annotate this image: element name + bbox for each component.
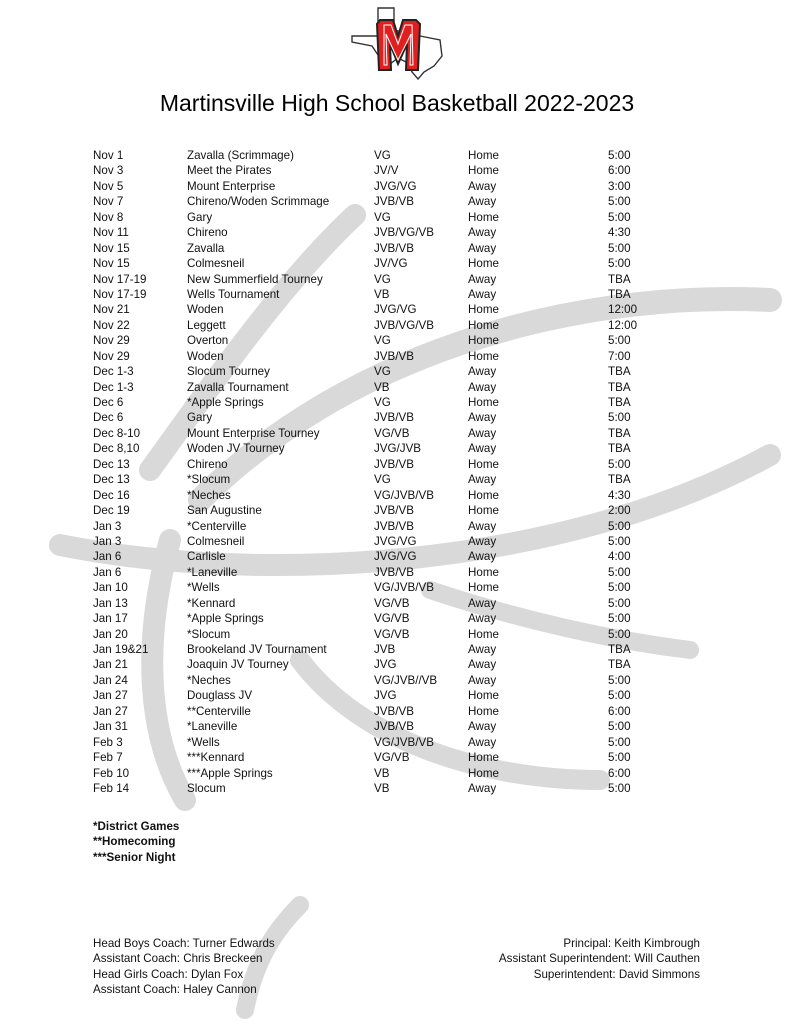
game-location: Away xyxy=(468,735,497,749)
legend-item: **Homecoming xyxy=(93,835,176,849)
game-location: Away xyxy=(468,226,497,240)
game-opponent: ***Apple Springs xyxy=(187,766,273,780)
game-date: Dec 6 xyxy=(93,396,124,409)
game-time: 5:00 xyxy=(608,257,631,271)
game-time: 6:00 xyxy=(608,766,631,780)
game-teams: VG/JVB/VB xyxy=(374,735,434,749)
game-date: Dec 8-10 xyxy=(93,426,141,440)
game-opponent: Gary xyxy=(187,411,213,425)
game-opponent: *Slocum xyxy=(187,627,231,641)
admin-name: Assistant Superintendent: Will Cauthen xyxy=(498,952,700,966)
game-date: Dec 1-3 xyxy=(93,365,134,379)
game-time: TBA xyxy=(608,272,631,286)
game-teams: VG xyxy=(374,149,391,162)
admin-name: Principal: Keith Kimbrough xyxy=(563,937,700,950)
game-opponent: Slocum Tourney xyxy=(187,365,270,379)
game-time: 5:00 xyxy=(608,334,631,348)
game-opponent: Mount Enterprise xyxy=(187,179,276,193)
game-location: Away xyxy=(468,534,497,548)
game-time: 5:00 xyxy=(608,751,631,765)
table-row xyxy=(93,426,713,441)
game-teams: VG xyxy=(374,210,391,224)
game-location: Away xyxy=(468,380,497,394)
game-time: 5:00 xyxy=(608,195,631,209)
table-row xyxy=(93,210,713,225)
game-time: 5:00 xyxy=(608,720,631,734)
table-row xyxy=(93,781,713,796)
game-teams: VG xyxy=(374,473,391,487)
game-date: Dec 13 xyxy=(93,473,130,487)
game-time: 5:00 xyxy=(608,411,631,425)
coaching-staff xyxy=(93,936,275,998)
game-teams: VB xyxy=(374,287,390,301)
game-opponent: *Wells xyxy=(187,735,220,749)
game-location: Away xyxy=(468,720,497,734)
game-teams: JV/VG xyxy=(374,257,408,271)
table-row xyxy=(93,766,713,781)
game-teams: JVB/VG/VB xyxy=(374,226,434,240)
game-opponent: *Neches xyxy=(187,673,231,687)
game-location: Home xyxy=(468,257,499,271)
table-row xyxy=(93,719,713,734)
game-time: 6:00 xyxy=(608,704,631,718)
game-opponent: Colmesneil xyxy=(187,257,245,271)
page-title: Martinsville High School Basketball 2022-2023 xyxy=(159,90,635,116)
game-opponent: Leggett xyxy=(187,318,226,332)
game-teams: JVG/VG xyxy=(374,550,417,564)
game-teams: VG xyxy=(374,272,391,286)
game-location: Home xyxy=(468,318,499,332)
coach-name: Assistant Coach: Haley Cannon xyxy=(93,983,257,997)
game-time: 4:00 xyxy=(608,550,631,564)
table-row xyxy=(93,611,713,626)
game-teams: JVG/VG xyxy=(374,179,417,193)
game-time: 5:00 xyxy=(608,689,631,703)
game-date: Jan 31 xyxy=(93,720,128,734)
table-row xyxy=(93,395,713,410)
game-date: Nov 17-19 xyxy=(93,272,147,286)
game-time: 5:00 xyxy=(608,241,631,255)
table-row xyxy=(93,642,713,657)
table-row xyxy=(93,302,713,317)
game-opponent: ***Kennard xyxy=(187,751,245,765)
game-teams: JVB/VB xyxy=(374,241,414,255)
game-teams: JVG/JVB xyxy=(374,442,422,456)
game-teams: JVB/VB xyxy=(374,457,414,471)
game-opponent: Chireno xyxy=(187,226,228,240)
game-teams: JVB/VB xyxy=(374,704,414,718)
schedule-table xyxy=(93,148,713,796)
game-date: Jan 3 xyxy=(93,534,122,548)
table-row xyxy=(93,657,713,672)
game-opponent: *Kennard xyxy=(187,596,236,610)
game-location: Away xyxy=(468,658,497,672)
game-teams: VG/VB xyxy=(374,612,410,626)
game-time: TBA xyxy=(608,643,631,656)
game-teams: JVG xyxy=(374,658,397,672)
table-row xyxy=(93,333,713,348)
game-opponent: *Centerville xyxy=(187,519,247,533)
game-time: 7:00 xyxy=(608,349,631,363)
game-time: 6:00 xyxy=(608,164,631,178)
game-teams: JV/V xyxy=(374,164,399,178)
game-time: 5:00 xyxy=(608,596,631,610)
coach-name: Assistant Coach: Chris Breckeen xyxy=(93,952,263,966)
game-location: Away xyxy=(468,596,497,610)
game-teams: JVG/VG xyxy=(374,303,417,317)
game-teams: VB xyxy=(374,766,390,780)
game-teams: VG/JVB//VB xyxy=(374,673,438,687)
game-location: Away xyxy=(468,195,497,209)
game-opponent: Slocum xyxy=(187,781,226,795)
game-date: Dec 6 xyxy=(93,411,124,425)
table-row xyxy=(93,596,713,611)
game-time: 5:00 xyxy=(608,581,631,595)
game-location: Away xyxy=(468,550,497,564)
admin-name: Superintendent: David Simmons xyxy=(533,967,700,981)
table-row xyxy=(93,488,713,503)
table-row xyxy=(93,534,713,549)
game-location: Away xyxy=(468,519,497,533)
game-time: 5:00 xyxy=(608,627,631,641)
game-opponent: Mount Enterprise Tourney xyxy=(187,426,320,440)
game-opponent: Chireno xyxy=(187,457,228,471)
game-location: Home xyxy=(468,581,499,595)
game-time: TBA xyxy=(608,658,631,672)
game-date: Dec 8,10 xyxy=(93,442,140,456)
game-teams: VG xyxy=(374,365,391,379)
game-location: Home xyxy=(468,334,499,348)
game-opponent: Woden xyxy=(187,303,224,317)
game-teams: JVB/VB xyxy=(374,720,414,734)
game-location: Home xyxy=(468,164,499,178)
game-opponent: Colmesneil xyxy=(187,534,245,548)
game-opponent: *Laneville xyxy=(187,565,238,579)
game-opponent: Zavalla Tournament xyxy=(187,380,289,394)
game-location: Away xyxy=(468,442,497,456)
game-time: 4:30 xyxy=(608,226,631,240)
game-opponent: *Apple Springs xyxy=(187,612,264,626)
game-date: Jan 19&21 xyxy=(93,643,149,656)
game-date: Jan 3 xyxy=(93,519,122,533)
game-time: TBA xyxy=(608,380,631,394)
game-teams: VG/JVB/VB xyxy=(374,581,434,595)
game-date: Nov 29 xyxy=(93,349,130,363)
game-location: Home xyxy=(468,210,499,224)
game-date: Nov 7 xyxy=(93,195,124,209)
game-teams: JVB/VB xyxy=(374,411,414,425)
game-teams: VG/JVB/VB xyxy=(374,488,434,502)
game-location: Home xyxy=(468,689,499,703)
game-time: TBA xyxy=(608,473,631,487)
table-row xyxy=(93,349,713,364)
game-date: Nov 3 xyxy=(93,164,124,178)
game-date: Jan 24 xyxy=(93,673,128,687)
game-location: Home xyxy=(468,627,499,641)
game-date: Feb 3 xyxy=(93,735,123,749)
game-date: Jan 6 xyxy=(93,550,122,564)
game-location: Home xyxy=(468,303,499,317)
game-opponent: Gary xyxy=(187,210,213,224)
game-date: Nov 29 xyxy=(93,334,130,348)
game-teams: JVB/VB xyxy=(374,504,414,518)
game-time: 5:00 xyxy=(608,457,631,471)
game-location: Away xyxy=(468,643,497,656)
game-time: TBA xyxy=(608,365,631,379)
game-opponent: **Centerville xyxy=(187,704,251,718)
game-date: Jan 27 xyxy=(93,689,128,703)
game-opponent: Joaquin JV Tourney xyxy=(187,658,289,672)
game-teams: JVB/VB xyxy=(374,565,414,579)
game-location: Home xyxy=(468,396,499,409)
game-opponent: Douglass JV xyxy=(187,689,253,703)
game-time: 3:00 xyxy=(608,179,631,193)
game-teams: VG/VB xyxy=(374,426,410,440)
game-location: Home xyxy=(468,349,499,363)
game-date: Dec 19 xyxy=(93,504,130,518)
table-row xyxy=(93,750,713,765)
game-teams: VG xyxy=(374,334,391,348)
game-teams: JVB/VB xyxy=(374,519,414,533)
game-date: Feb 14 xyxy=(93,781,130,795)
table-row xyxy=(93,380,713,395)
game-date: Nov 8 xyxy=(93,210,124,224)
game-teams: JVB/VG/VB xyxy=(374,318,434,332)
game-date: Nov 21 xyxy=(93,303,130,317)
game-opponent: *Neches xyxy=(187,488,231,502)
game-teams: JVG/VG xyxy=(374,534,417,548)
game-opponent: Zavalla xyxy=(187,241,225,255)
game-date: Dec 1-3 xyxy=(93,380,134,394)
game-opponent: Carlisle xyxy=(187,550,226,564)
game-location: Away xyxy=(468,673,497,687)
game-opponent: Brookeland JV Tournament xyxy=(187,643,327,656)
table-row xyxy=(93,673,713,688)
game-date: Jan 10 xyxy=(93,581,128,595)
table-row xyxy=(93,194,713,209)
table-row xyxy=(93,457,713,472)
game-opponent: *Laneville xyxy=(187,720,238,734)
table-row xyxy=(93,503,713,518)
game-teams: JVB/VB xyxy=(374,349,414,363)
table-row xyxy=(93,287,713,302)
table-row xyxy=(93,735,713,750)
game-time: 5:00 xyxy=(608,673,631,687)
game-location: Home xyxy=(468,504,499,518)
game-teams: VG xyxy=(374,396,391,409)
game-location: Home xyxy=(468,488,499,502)
school-logo-icon xyxy=(350,6,446,80)
coach-name: Head Boys Coach: Turner Edwards xyxy=(93,937,275,950)
game-date: Nov 11 xyxy=(93,226,129,240)
game-time: 12:00 xyxy=(608,318,638,332)
table-row xyxy=(93,688,713,703)
game-location: Away xyxy=(468,241,497,255)
table-row xyxy=(93,272,713,287)
game-date: Nov 22 xyxy=(93,318,130,332)
table-row xyxy=(93,472,713,487)
game-teams: VG/VB xyxy=(374,627,410,641)
game-time: 12:00 xyxy=(608,303,638,317)
table-row xyxy=(93,441,713,456)
table-row xyxy=(93,565,713,580)
coach-name: Head Girls Coach: Dylan Fox xyxy=(93,967,244,981)
game-time: 5:00 xyxy=(608,565,631,579)
game-opponent: Woden xyxy=(187,349,224,363)
game-time: TBA xyxy=(608,426,631,440)
game-opponent: Chireno/Woden Scrimmage xyxy=(187,195,330,209)
game-time: 5:00 xyxy=(608,534,631,548)
administration-staff xyxy=(499,936,700,982)
game-location: Home xyxy=(468,457,499,471)
game-opponent: *Slocum xyxy=(187,473,231,487)
game-teams: VB xyxy=(374,380,390,394)
game-time: 2:00 xyxy=(608,504,631,518)
game-teams: VB xyxy=(374,781,390,795)
legend-item: *District Games xyxy=(93,820,180,833)
game-time: 5:00 xyxy=(608,735,631,749)
game-location: Away xyxy=(468,473,497,487)
game-teams: VG/VB xyxy=(374,751,410,765)
game-location: Home xyxy=(468,565,499,579)
game-location: Away xyxy=(468,272,497,286)
game-time: TBA xyxy=(608,442,631,456)
game-teams: VG/VB xyxy=(374,596,410,610)
legend xyxy=(93,819,179,865)
game-date: Nov 1 xyxy=(93,149,124,162)
game-time: TBA xyxy=(608,287,631,301)
game-time: 5:00 xyxy=(608,519,631,533)
table-row xyxy=(93,410,713,425)
game-opponent: Wells Tournament xyxy=(187,287,280,301)
game-date: Dec 16 xyxy=(93,488,130,502)
table-row xyxy=(93,256,713,271)
game-location: Home xyxy=(468,149,499,162)
game-time: 5:00 xyxy=(608,149,631,162)
game-date: Jan 13 xyxy=(93,596,128,610)
table-row xyxy=(93,241,713,256)
game-date: Jan 17 xyxy=(93,612,128,626)
table-row xyxy=(93,549,713,564)
game-date: Jan 20 xyxy=(93,627,128,641)
table-row xyxy=(93,704,713,719)
game-time: 5:00 xyxy=(608,612,631,626)
game-date: Nov 15 xyxy=(93,257,130,271)
table-row xyxy=(93,179,713,194)
game-teams: JVB xyxy=(374,643,396,656)
game-opponent: San Augustine xyxy=(187,504,262,518)
game-location: Home xyxy=(468,704,499,718)
game-opponent: *Wells xyxy=(187,581,220,595)
game-date: Jan 21 xyxy=(93,658,128,672)
table-row xyxy=(93,580,713,595)
game-date: Jan 6 xyxy=(93,565,122,579)
game-date: Jan 27 xyxy=(93,704,128,718)
game-location: Home xyxy=(468,751,499,765)
table-row xyxy=(93,225,713,240)
table-row xyxy=(93,318,713,333)
game-teams: JVB/VB xyxy=(374,195,414,209)
game-location: Away xyxy=(468,781,497,795)
game-time: TBA xyxy=(608,396,631,409)
game-location: Home xyxy=(468,766,499,780)
game-opponent: *Apple Springs xyxy=(187,396,264,409)
game-date: Feb 7 xyxy=(93,751,123,765)
game-date: Nov 17-19 xyxy=(93,287,147,301)
game-location: Away xyxy=(468,365,497,379)
game-opponent: Zavalla (Scrimmage) xyxy=(187,149,294,162)
game-opponent: New Summerfield Tourney xyxy=(187,272,323,286)
game-location: Away xyxy=(468,287,497,301)
table-row xyxy=(93,519,713,534)
table-row xyxy=(93,627,713,642)
legend-item: ***Senior Night xyxy=(93,850,176,864)
game-opponent: Meet the Pirates xyxy=(187,164,272,178)
game-location: Away xyxy=(468,411,497,425)
game-date: Nov 5 xyxy=(93,179,124,193)
game-time: 4:30 xyxy=(608,488,631,502)
game-opponent: Woden JV Tourney xyxy=(187,442,285,456)
game-opponent: Overton xyxy=(187,334,229,348)
game-date: Feb 10 xyxy=(93,766,130,780)
table-row xyxy=(93,148,713,163)
game-teams: JVG xyxy=(374,689,397,703)
game-time: 5:00 xyxy=(608,781,631,795)
game-time: 5:00 xyxy=(608,210,631,224)
game-date: Dec 13 xyxy=(93,457,130,471)
game-date: Nov 15 xyxy=(93,241,130,255)
game-location: Away xyxy=(468,179,497,193)
game-location: Away xyxy=(468,426,497,440)
table-row xyxy=(93,364,713,379)
table-row xyxy=(93,163,713,178)
game-location: Away xyxy=(468,612,497,626)
